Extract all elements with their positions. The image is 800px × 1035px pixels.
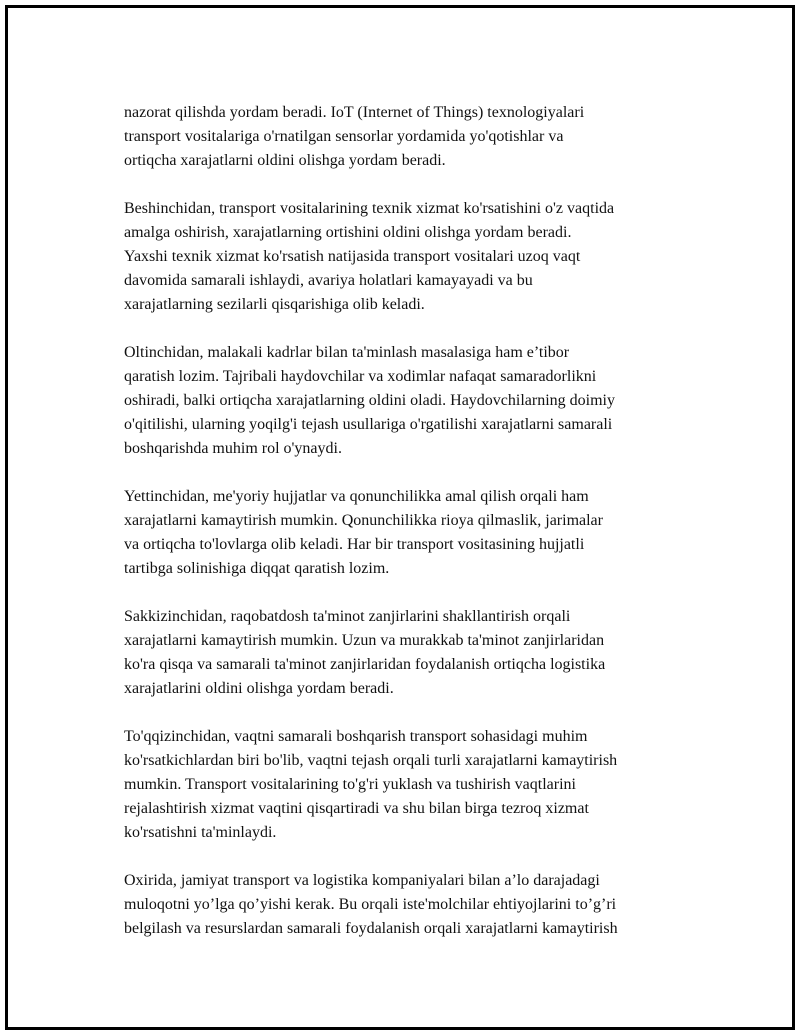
text-line: xarajatlarni kamaytirish mumkin. Uzun va murakkab ta'minot zanjirlaridan: [124, 632, 605, 649]
paragraph-sixth-staffing: [124, 341, 699, 461]
paragraph-ninth-time-management: [124, 725, 699, 845]
text-line: belgilash va resurslardan samarali foydalanish orqali xarajatlarni kamaytirish: [124, 920, 618, 937]
text-line: va ortiqcha to'lovlarga olib keladi. Har bir transport vositasining hujjatli: [124, 536, 585, 553]
text-line: boshqarishda muhim rol o'ynaydi.: [124, 440, 342, 457]
text-line: xarajatlarning sezilarli qisqarishiga olib keladi.: [124, 296, 425, 313]
text-line: ko'ra qisqa va samarali ta'minot zanjirlaridan foydalanish ortiqcha logistika: [124, 656, 606, 673]
text-line: Yaxshi texnik xizmat ko'rsatish natijasida transport vositalari uzoq vaqt: [124, 248, 581, 265]
paragraph-finally-communication: [124, 869, 699, 941]
page-frame: [5, 5, 795, 1030]
text-line: Oltinchidan, malakali kadrlar bilan ta'minlash masalasiga ham e’tibor: [124, 344, 570, 361]
text-line: xarajatlarini oldini olishga yordam beradi.: [124, 680, 394, 697]
text-line: mumkin. Transport vositalarining to'g'ri yuklash va tushirish vaqtlarini: [124, 776, 576, 793]
text-line: oshiradi, balki ortiqcha xarajatlarning oldini oladi. Haydovchilarning doimiy: [124, 392, 615, 409]
text-line: rejalashtirish xizmat vaqtini qisqartiradi va shu bilan birga tezroq xizmat: [124, 800, 589, 817]
text-line: Beshinchidan, transport vositalarining texnik xizmat ko'rsatishini o'z vaqtida: [124, 200, 615, 217]
text-line: ko'rsatkichlardan biri bo'lib, vaqtni tejash orqali turli xarajatlarni kamaytirish: [124, 752, 618, 769]
paragraph-fifth-maintenance: [124, 197, 699, 317]
text-line: qaratish lozim. Tajribali haydovchilar va xodimlar nafaqat samaradorlikni: [124, 368, 597, 385]
text-line: o'qitilishi, ularning yoqilg'i tejash usullariga o'rgatilishi xarajatlarni samarali: [124, 416, 613, 433]
text-line: Sakkizinchidan, raqobatdosh ta'minot zanjirlarini shakllantirish orqali: [124, 608, 571, 625]
text-line: muloqotni yo’lga qo’yishi kerak. Bu orqali iste'molchilar ehtiyojlarini to’g’ri: [124, 896, 617, 913]
text-line: Oxirida, jamiyat transport va logistika kompaniyalari bilan a’lo darajadagi: [124, 872, 600, 889]
text-line: tartibga solinishiga diqqat qaratish lozim.: [124, 560, 390, 577]
paragraph-eighth-supply-chain: [124, 605, 699, 701]
text-line: xarajatlarni kamaytirish mumkin. Qonunchilikka rioya qilmaslik, jarimalar: [124, 512, 603, 529]
text-line: ko'rsatishni ta'minlaydi.: [124, 824, 277, 841]
text-line: nazorat qilishda yordam beradi. IoT (Internet of Things) texnologiyalari: [124, 104, 585, 121]
text-line: amalga oshirish, xarajatlarning ortishini oldini olishga yordam beradi.: [124, 224, 572, 241]
paragraph-iot-sensors: [124, 101, 699, 173]
text-line: To'qqizinchidan, vaqtni samarali boshqarish transport sohasidagi muhim: [124, 728, 588, 745]
paragraph-seventh-regulations: [124, 485, 699, 581]
document-body: [124, 101, 699, 965]
text-line: Yettinchidan, me'yoriy hujjatlar va qonunchilikka amal qilish orqali ham: [124, 488, 589, 505]
text-line: transport vositalariga o'rnatilgan sensorlar yordamida yo'qotishlar va: [124, 128, 564, 145]
text-line: davomida samarali ishlaydi, avariya holatlari kamayayadi va bu: [124, 272, 533, 289]
text-line: ortiqcha xarajatlarni oldini olishga yordam beradi.: [124, 152, 446, 169]
